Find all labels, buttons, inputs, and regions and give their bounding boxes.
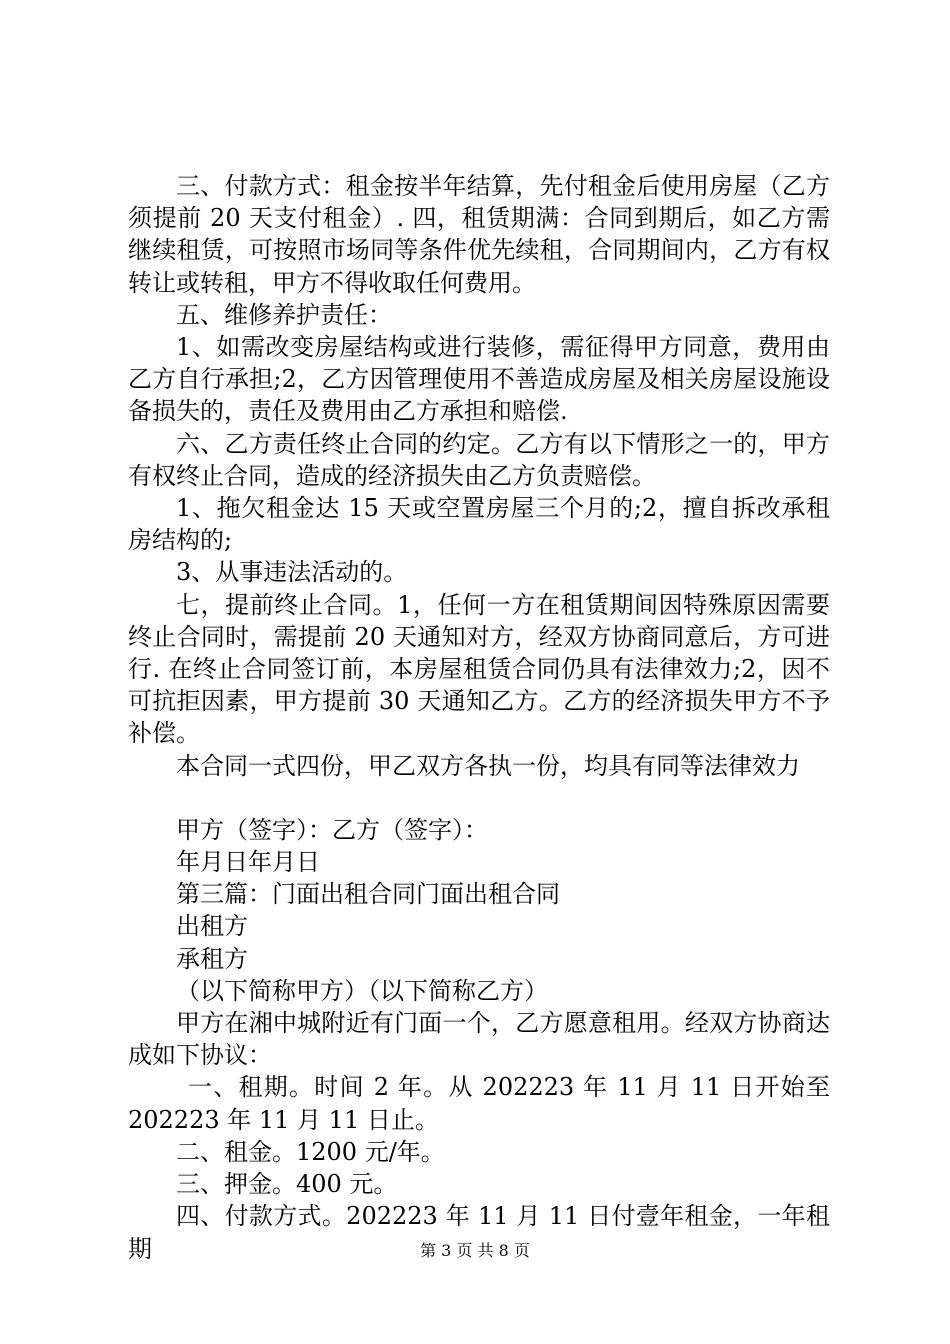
signature-line: 甲方（签字）：乙方（签字）： (176, 815, 488, 844)
blank-line (128, 782, 830, 814)
clause-payment-schedule: 四、付款方式。202223 年 11 月 11 日付壹年租金，一年租期 (128, 1202, 830, 1263)
clause-copies: 本合同一式四份，甲乙双方各执一份，均具有同等法律效力 (176, 751, 800, 780)
clause-maintenance-detail: 1、如需改变房屋结构或进行装修，需征得甲方同意，费用由乙方自行承担;2，乙方因管理使用不善造成房屋及相关房屋设施设备损失的，责任及费用由乙方承担和赔偿. (128, 333, 830, 426)
clause-early-termination: 七，提前终止合同。1，任何一方在租赁期间因特殊原因需要终止合同时，需提前 20 天通知对方，经双方协商同意后，方可进行. 在终止合同签订前，本房屋租赁合同仍具有法律效力;2，因不可抗拒因素，甲方提前 30 天通知乙方。乙方的经济损失甲方不予补偿。 (128, 590, 830, 748)
clause-payment-method: 三、付款方式：租金按半年结算，先付租金后使用房屋（乙方须提前 20 天支付租金）. 四，租赁期满：合同到期后，如乙方需继续租赁，可按照市场同等条件优先续租，合同期间内，乙方有权转让或转租，甲方不得收取任何费用。 (128, 172, 830, 297)
party-abbreviations: （以下简称甲方）（以下简称乙方） (176, 976, 548, 1005)
date-line: 年月日年月日 (176, 848, 320, 877)
clause-maintenance-heading: 五、维修养护责任： (176, 300, 392, 329)
clause-rent: 二、租金。1200 元/年。 (176, 1137, 445, 1166)
section-title: 第三篇：门面出租合同门面出租合同 (176, 880, 560, 909)
clause-tenant-termination: 六、乙方责任终止合同的约定。乙方有以下情形之一的，甲方有权终止合同，造成的经济损失由乙方负责赔偿。 (128, 429, 830, 490)
clause-deposit: 三、押金。400 元。 (176, 1170, 398, 1199)
lessee-label: 承租方 (176, 944, 248, 973)
clause-lease-term: 一、租期。时间 2 年。从 202223 年 11 月 11 日开始至 202223 年 11 月 11 日止。 (128, 1073, 830, 1134)
document-body (128, 170, 830, 1265)
clause-termination-item-1-2: 1、拖欠租金达 15 天或空置房屋三个月的;2，擅自拆改承租房结构的; (128, 494, 830, 555)
clause-termination-item-3: 3、从事违法活动的。 (176, 558, 408, 587)
agreement-intro: 甲方在湘中城附近有门面一个，乙方愿意租用。经双方协商达成如下协议： (128, 1009, 830, 1070)
page-footer: 第 3 页 共 8 页 (420, 1241, 530, 1260)
lessor-label: 出租方 (176, 912, 248, 941)
